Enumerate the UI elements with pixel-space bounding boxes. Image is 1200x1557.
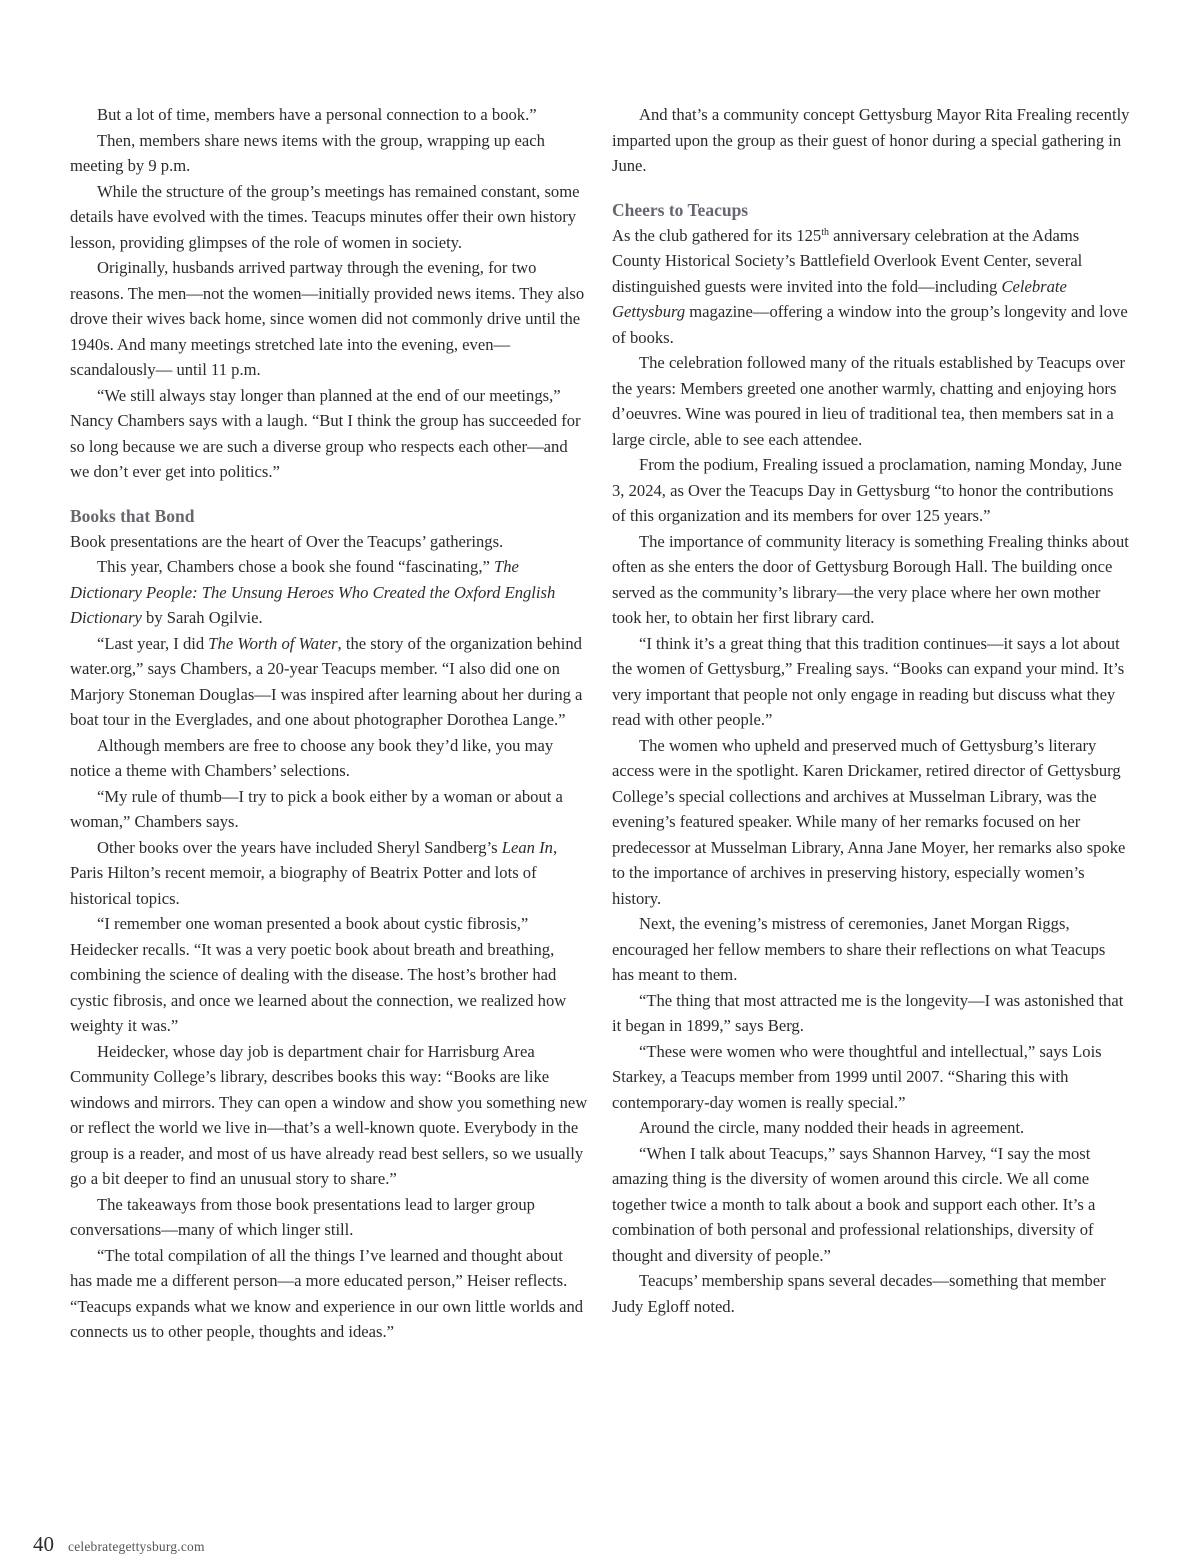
paragraph: While the structure of the group’s meetings has remained constant, some details have evolved with the times. Teacups minutes offer their own history lesson, providing glimpses of the role of women in society. [70, 181, 580, 252]
paragraph [612, 223, 1130, 351]
text-run: As the club gathered for its 125 [612, 225, 822, 245]
text-run: This year, Chambers chose a book she found “fascinating,” [97, 557, 495, 576]
paragraph: The celebration followed many of the rituals established by Teacups over the years: Members greeted one another warmly, chatting and enjoying hors d’oeuvres. Wine was poured in lieu of traditional tea, then members sat in a large circle, able to see each attendee. [612, 353, 1126, 449]
paragraph: “I think it’s a great thing that this tradition continues—it says a lot about the women of Gettysburg,” Frealing says. “Books can expand your mind. It’s very important that people not only engage in reading but discuss what they read with other people.” [612, 633, 1125, 729]
paragraph: “The total compilation of all the things I’ve learned and thought about has made me a different person—a more educated person,” Heiser reflects. “Teacups expands what we know and experience in our own little worlds and connects us to other people, thoughts and ideas.” [70, 1245, 584, 1341]
paragraph: “The thing that most attracted me is the longevity—I was astonished that it began in 1899,” says Berg. [612, 990, 1124, 1035]
paragraph [70, 554, 588, 631]
book-title: Lean In [501, 837, 553, 857]
paragraph: “We still always stay longer than planned at the end of our meetings,” Nancy Chambers says with a laugh. “But I think the group has succeeded for so long because we are such a diverse group who respects each other—and we don’t ever get into politics.” [70, 385, 581, 481]
text-run: Other books over the years have included Sheryl Sandberg’s [97, 837, 502, 857]
paragraph [70, 631, 588, 733]
paragraph: “These were women who were thoughtful and intellectual,” says Lois Starkey, a Teacups member from 1999 until 2007. “Sharing this with contemporary-day women is really special.” [612, 1041, 1102, 1112]
page-number: 40 [33, 1532, 54, 1556]
paragraph: Although members are free to choose any book they’d like, you may notice a theme with Chambers’ selections. [70, 735, 554, 780]
section-heading-cheers-to-teacups: Cheers to Teacups [612, 199, 749, 220]
paragraph: From the podium, Frealing issued a proclamation, naming Monday, June 3, 2024, as Over the Teacups Day in Gettysburg “to honor the contributions of this organization and its members for over 125 years.” [612, 455, 1122, 525]
paragraph: The importance of community literacy is something Frealing thinks about often as she enters the door of Gettysburg Borough Hall. The building once served as the community’s library—the very place where her own mother took her, to obtain her first library card. [612, 531, 1129, 627]
book-title: The Dictionary People: The Unsung Heroes Who Created the Oxford English Dictionary [70, 557, 556, 627]
right-column [612, 102, 1130, 1319]
page-footer [33, 1532, 205, 1557]
paragraph: And that’s a community concept Gettysburg Mayor Rita Frealing recently imparted upon the group as their guest of honor during a special gathering in June. [612, 105, 1130, 175]
paragraph: Next, the evening’s mistress of ceremonies, Janet Morgan Riggs, encouraged her fellow members to share their reflections on what Teacups has meant to them. [612, 914, 1106, 984]
paragraph [70, 835, 588, 912]
text-run: magazine—offering a window into the group’s longevity and love of books. [612, 302, 1128, 347]
magazine-title: Celebrate Gettysburg [612, 276, 1067, 321]
text-run: anniversary celebration at the Adams County Historical Society’s Battlefield Overlook Event Center, several distinguished guests were invited into the fold—including [612, 225, 1083, 296]
left-column [70, 102, 588, 1345]
section-heading-books-that-bond: Books that Bond [70, 505, 195, 526]
paragraph: Heidecker, whose day job is department chair for Harrisburg Area Community College’s library, describes books this way: “Books are like windows and mirrors. They can open a window and show you something new or reflect the world we live in—that’s a well-known quote. Everybody in the group is a reader, and most of us have already read best sellers, so we usually go a bit deeper to find an unusual story to share.” [70, 1041, 588, 1188]
paragraph: But a lot of time, members have a personal connection to a book.” [97, 105, 537, 124]
text-run: , the story of the organization behind water.org,” says Chambers, a 20-year Teacups member. “I also did one on Marjory Stoneman Douglas—I was inspired after learning about her during a boat tour in the Everglades, and one about photographer Dorothea Lange.” [70, 633, 583, 729]
paragraph: “My rule of thumb—I try to pick a book either by a woman or about a woman,” Chambers says. [70, 786, 563, 831]
paragraph: “I remember one woman presented a book about cystic fibrosis,” Heidecker recalls. “It was a very poetic book about breath and breathing, combining the science of dealing with the disease. The host’s brother had cystic fibrosis, and once we learned about the connection, we realized how weighty it was.” [70, 914, 567, 1035]
text-run: , Paris Hilton’s recent memoir, a biography of Beatrix Potter and lots of historical topics. [70, 837, 558, 908]
book-title: The Worth of Water [208, 633, 338, 653]
paragraph: Teacups’ membership spans several decades—something that member Judy Egloff noted. [612, 1271, 1106, 1316]
paragraph: Originally, husbands arrived partway through the evening, for two reasons. The men—not the women—initially provided news items. They also drove their wives back home, since women did not commonly drive until the 1940s. And many meetings stretched late into the evening, even—scandalously— until 11 p.m. [70, 258, 585, 379]
paragraph: Then, members share news items with the group, wrapping up each meeting by 9 p.m. [70, 130, 545, 175]
paragraph: Around the circle, many nodded their heads in agreement. [639, 1118, 1025, 1137]
superscript: th [821, 226, 829, 238]
paragraph: The women who upheld and preserved much of Gettysburg’s literary access were in the spotlight. Karen Drickamer, retired director of Gettysburg College’s special collections and archives at Musselman Library, was the evening’s featured speaker. While many of her remarks focused on her predecessor at Musselman Library, Anna Jane Moyer, her remarks also spoke to the importance of archives in preserving history, especially women’s history. [612, 735, 1126, 908]
text-run: “Last year, I did [97, 633, 209, 653]
paragraph: “When I talk about Teacups,” says Shannon Harvey, “I say the most amazing thing is the diversity of women around this circle. We all come together twice a month to talk about a book and support each other. It’s a combination of both personal and professional relationships, diversity of thought and diversity of people.” [612, 1143, 1096, 1265]
paragraph: The takeaways from those book presentations lead to larger group conversations—many of which linger still. [70, 1194, 535, 1239]
paragraph: Book presentations are the heart of Over the Teacups’ gatherings. [70, 531, 504, 551]
website-url[interactable]: celebrategettysburg.com [68, 1539, 205, 1554]
text-run: by Sarah Ogilvie. [141, 608, 263, 627]
